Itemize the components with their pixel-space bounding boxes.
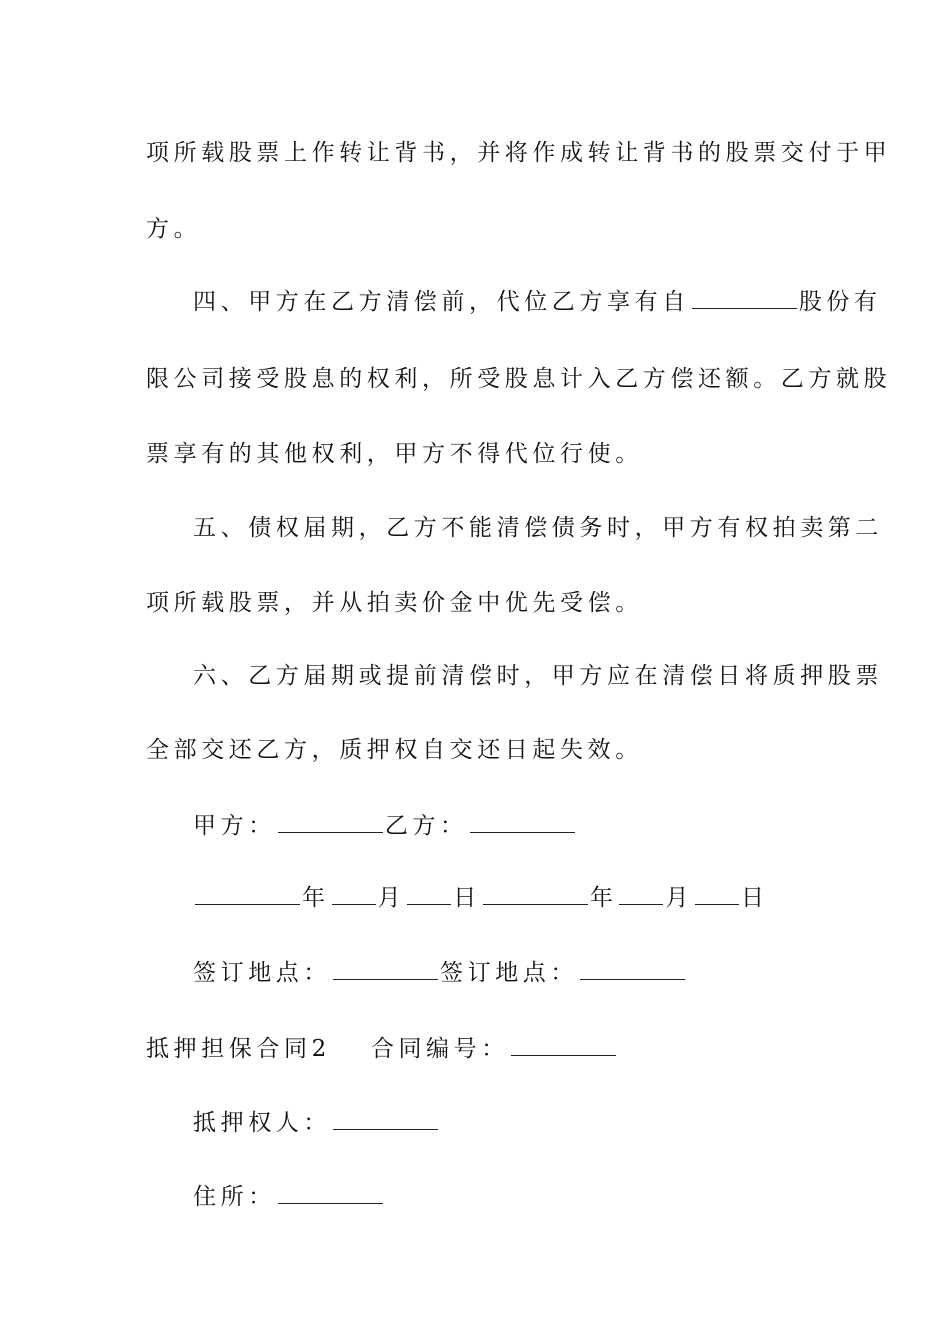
clause-6-line-2 — [146, 734, 806, 766]
party-signature-line — [193, 810, 853, 842]
day-a-blank — [407, 882, 451, 905]
company-name-blank — [692, 286, 797, 309]
party-b-blank — [470, 810, 575, 833]
year-label: 年 — [302, 885, 330, 911]
year-label: 年 — [589, 885, 618, 911]
clause-text: 全部交还乙方，质押权自交还日起失效。 — [146, 737, 643, 763]
contract-title: 抵押担保合同2 — [146, 1036, 331, 1062]
address-label: 住所： — [193, 1184, 276, 1210]
paragraph-3-line-2 — [146, 213, 806, 245]
day-label: 日 — [741, 885, 769, 911]
day-label: 日 — [453, 885, 481, 911]
contract-2-heading — [146, 1033, 806, 1065]
paragraph-3-line-1 — [146, 137, 892, 169]
month-label: 月 — [377, 885, 406, 911]
clause-text: 股份有 — [798, 289, 882, 315]
clause-6-line-1 — [193, 660, 883, 692]
year-a-blank — [195, 882, 300, 905]
place-b-label: 签订地点： — [440, 960, 578, 986]
address-line — [193, 1181, 853, 1213]
place-b-blank — [580, 957, 685, 980]
clause-4-line-2 — [146, 363, 892, 395]
clause-text: 限公司接受股息的权利，所受股息计入乙方偿还额。乙方就股 — [146, 366, 892, 392]
signing-place-line — [193, 957, 853, 989]
day-b-blank — [695, 882, 739, 905]
clause-text: 票享有的其他权利，甲方不得代位行使。 — [146, 441, 643, 467]
mortgagee-blank — [333, 1107, 438, 1130]
place-a-blank — [333, 957, 438, 980]
clause-text: 五、债权届期，乙方不能清偿债务时，甲方有权拍卖第二 — [193, 515, 883, 541]
clause-5-line-1 — [193, 512, 883, 544]
party-b-label: 乙方： — [384, 813, 468, 839]
party-a-blank — [278, 810, 383, 833]
party-a-label: 甲方： — [193, 813, 276, 839]
clause-4-line-1 — [193, 286, 882, 318]
month-b-blank — [619, 882, 663, 905]
mortgagee-line — [193, 1107, 853, 1139]
clause-text: 项所载股票，并从拍卖价金中优先受偿。 — [146, 590, 643, 616]
month-label: 月 — [665, 885, 694, 911]
year-b-blank — [483, 882, 588, 905]
month-a-blank — [332, 882, 376, 905]
clause-4-line-3 — [146, 438, 806, 470]
address-blank — [278, 1181, 383, 1204]
clause-text: 六、乙方届期或提前清偿时，甲方应在清偿日将质押股票 — [193, 663, 883, 689]
clause-5-line-2 — [146, 587, 806, 619]
paragraph-text: 项所载股票上作转让背书，并将作成转让背书的股票交付于甲 — [146, 140, 892, 166]
contract-number-blank — [511, 1033, 616, 1056]
place-a-label: 签订地点： — [193, 960, 331, 986]
contract-number-label: 合同编号： — [370, 1036, 509, 1062]
signing-date-line — [193, 882, 853, 914]
clause-text: 四、甲方在乙方清偿前，代位乙方享有自 — [193, 289, 690, 315]
paragraph-text: 方。 — [146, 216, 202, 242]
mortgagee-label: 抵押权人： — [193, 1110, 331, 1136]
